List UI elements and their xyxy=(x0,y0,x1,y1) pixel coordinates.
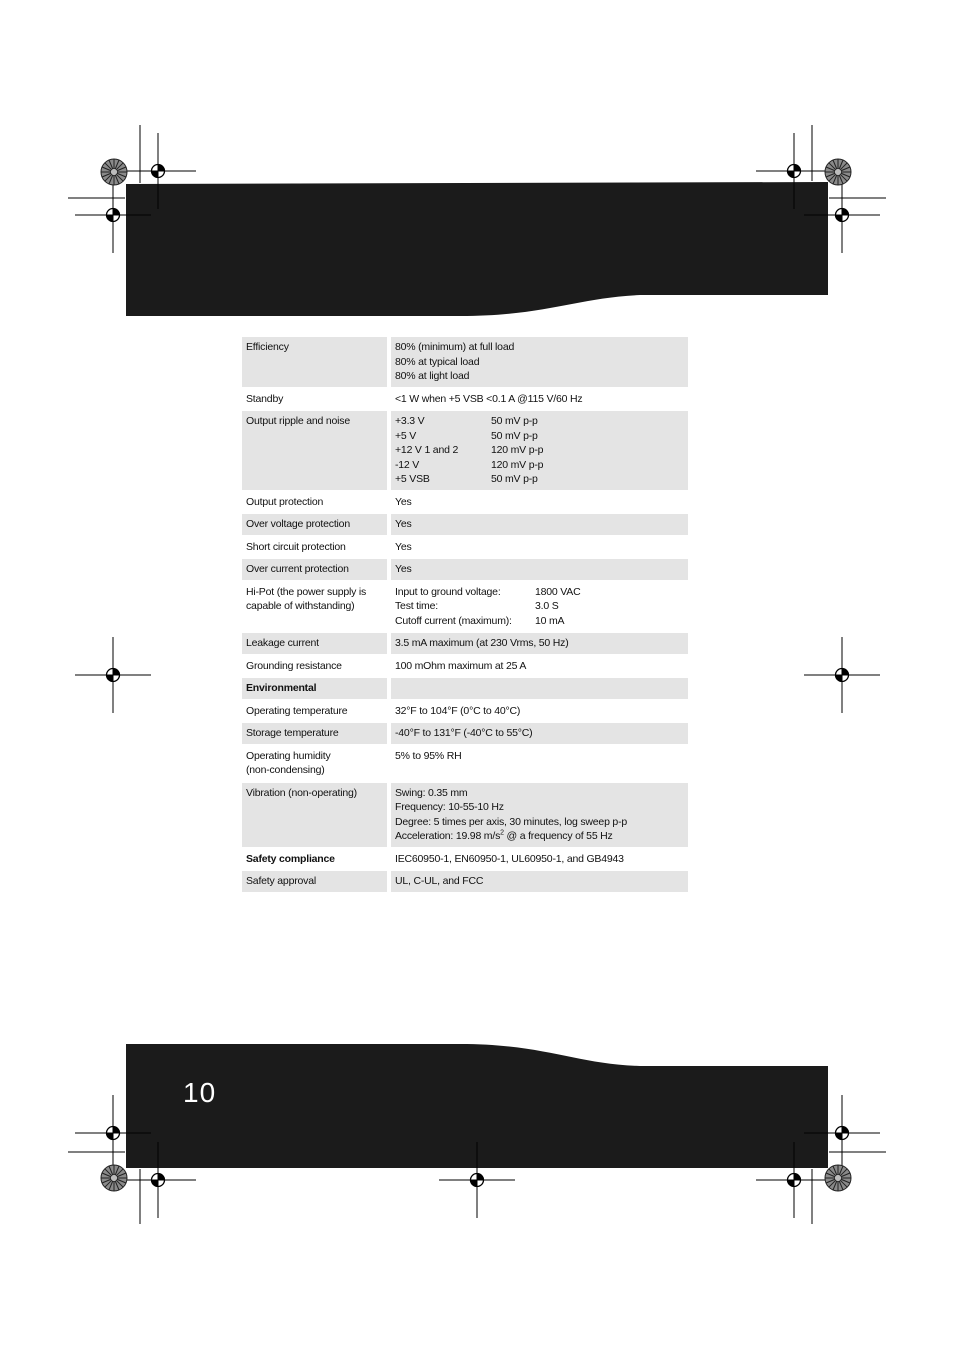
table-row xyxy=(242,633,688,654)
rail-ripple: 50 mV p-p xyxy=(491,473,538,485)
value-line: 80% (minimum) at full load xyxy=(395,341,515,353)
section-header-row xyxy=(242,678,688,699)
test-name: Input to ground voltage: xyxy=(395,585,501,598)
rail-name: +12 V 1 and 2 xyxy=(395,444,459,456)
table-row xyxy=(242,656,688,677)
value-line: Frequency: 10-55-10 Hz xyxy=(395,801,504,813)
label-line: Operating humidity xyxy=(246,749,331,762)
value-line: 80% at light load xyxy=(395,370,470,382)
row-value: Yes xyxy=(391,559,688,580)
row-value xyxy=(391,582,688,632)
row-value: 100 mOhm maximum at 25 A xyxy=(395,659,527,672)
rail-name: +5 V xyxy=(395,429,417,442)
row-label xyxy=(242,582,387,632)
section-heading: Environmental xyxy=(242,678,387,699)
rail-ripple: 50 mV p-p xyxy=(491,415,538,427)
acceleration-text: @ a frequency of 55 Hz xyxy=(503,830,613,842)
row-label: Grounding resistance xyxy=(246,659,342,672)
rail-ripple: 50 mV p-p xyxy=(491,429,538,442)
value-line xyxy=(395,829,684,844)
test-value: 1800 VAC xyxy=(535,585,581,598)
test-value: 3.0 S xyxy=(535,600,559,612)
row-value xyxy=(391,678,688,699)
row-value: <1 W when +5 VSB <0.1 A @115 V/60 Hz xyxy=(395,392,583,405)
row-label: Vibration (non-operating) xyxy=(242,783,387,847)
row-label: Short circuit protection xyxy=(246,540,346,553)
row-value: Yes xyxy=(391,514,688,535)
table-row xyxy=(242,723,688,744)
table-row xyxy=(242,701,688,722)
rail-name: +5 VSB xyxy=(395,473,430,485)
row-label: Operating temperature xyxy=(246,704,348,717)
row-label: Safety compliance xyxy=(246,852,335,865)
row-label: Over voltage protection xyxy=(242,514,387,535)
rail-name: +3.3 V xyxy=(395,415,425,427)
row-value xyxy=(391,783,688,847)
row-label: Output ripple and noise xyxy=(242,411,387,490)
table-row xyxy=(242,537,688,558)
row-value: 3.5 mA maximum (at 230 Vrms, 50 Hz) xyxy=(391,633,688,654)
value-line: Degree: 5 times per axis, 30 minutes, log sweep p-p xyxy=(395,815,628,828)
value-line: 80% at typical load xyxy=(395,355,480,368)
row-label: Over current protection xyxy=(242,559,387,580)
table-row xyxy=(242,492,688,513)
page-number: 10 xyxy=(183,1077,217,1108)
table-row xyxy=(242,389,688,410)
value-line: Swing: 0.35 mm xyxy=(395,786,468,799)
row-value: Yes xyxy=(395,495,412,508)
row-value: 5% to 95% RH xyxy=(395,749,462,762)
test-name: Cutoff current (maximum): xyxy=(395,614,512,627)
table-row xyxy=(242,871,688,892)
superscript: 2 xyxy=(500,829,504,837)
row-label xyxy=(242,746,387,781)
table-row xyxy=(242,582,688,632)
row-value: 32°F to 104°F (0°C to 40°C) xyxy=(395,704,521,717)
row-label: Safety approval xyxy=(242,871,387,892)
table-row xyxy=(242,411,688,490)
row-label: Output protection xyxy=(246,495,324,508)
label-line: (non-condensing) xyxy=(246,764,325,776)
label-line: Hi-Pot (the power supply is xyxy=(246,585,367,598)
row-label: Efficiency xyxy=(242,337,387,387)
table-row xyxy=(242,783,688,847)
test-value: 10 mA xyxy=(535,614,565,627)
row-value: -40°F to 131°F (-40°C to 55°C) xyxy=(391,723,688,744)
specifications-table xyxy=(242,335,688,894)
row-label: Standby xyxy=(246,392,284,405)
row-value xyxy=(391,411,688,490)
label-line: capable of withstanding) xyxy=(246,600,355,612)
rail-name: -12 V xyxy=(395,458,420,471)
row-value: UL, C-UL, and FCC xyxy=(391,871,688,892)
table-row xyxy=(242,337,688,387)
table-row xyxy=(242,559,688,580)
acceleration-text: Acceleration: 19.98 m/s xyxy=(395,830,501,842)
row-label: Leakage current xyxy=(242,633,387,654)
table-row xyxy=(242,746,688,781)
rail-ripple: 120 mV p-p xyxy=(491,458,544,471)
row-value xyxy=(391,337,688,387)
table-row xyxy=(242,849,688,870)
table-row xyxy=(242,514,688,535)
rail-ripple: 120 mV p-p xyxy=(491,444,544,456)
row-value: Yes xyxy=(395,540,412,553)
test-name: Test time: xyxy=(395,600,438,612)
row-value: IEC60950-1, EN60950-1, UL60950-1, and GB4943 xyxy=(395,852,624,865)
row-label: Storage temperature xyxy=(242,723,387,744)
